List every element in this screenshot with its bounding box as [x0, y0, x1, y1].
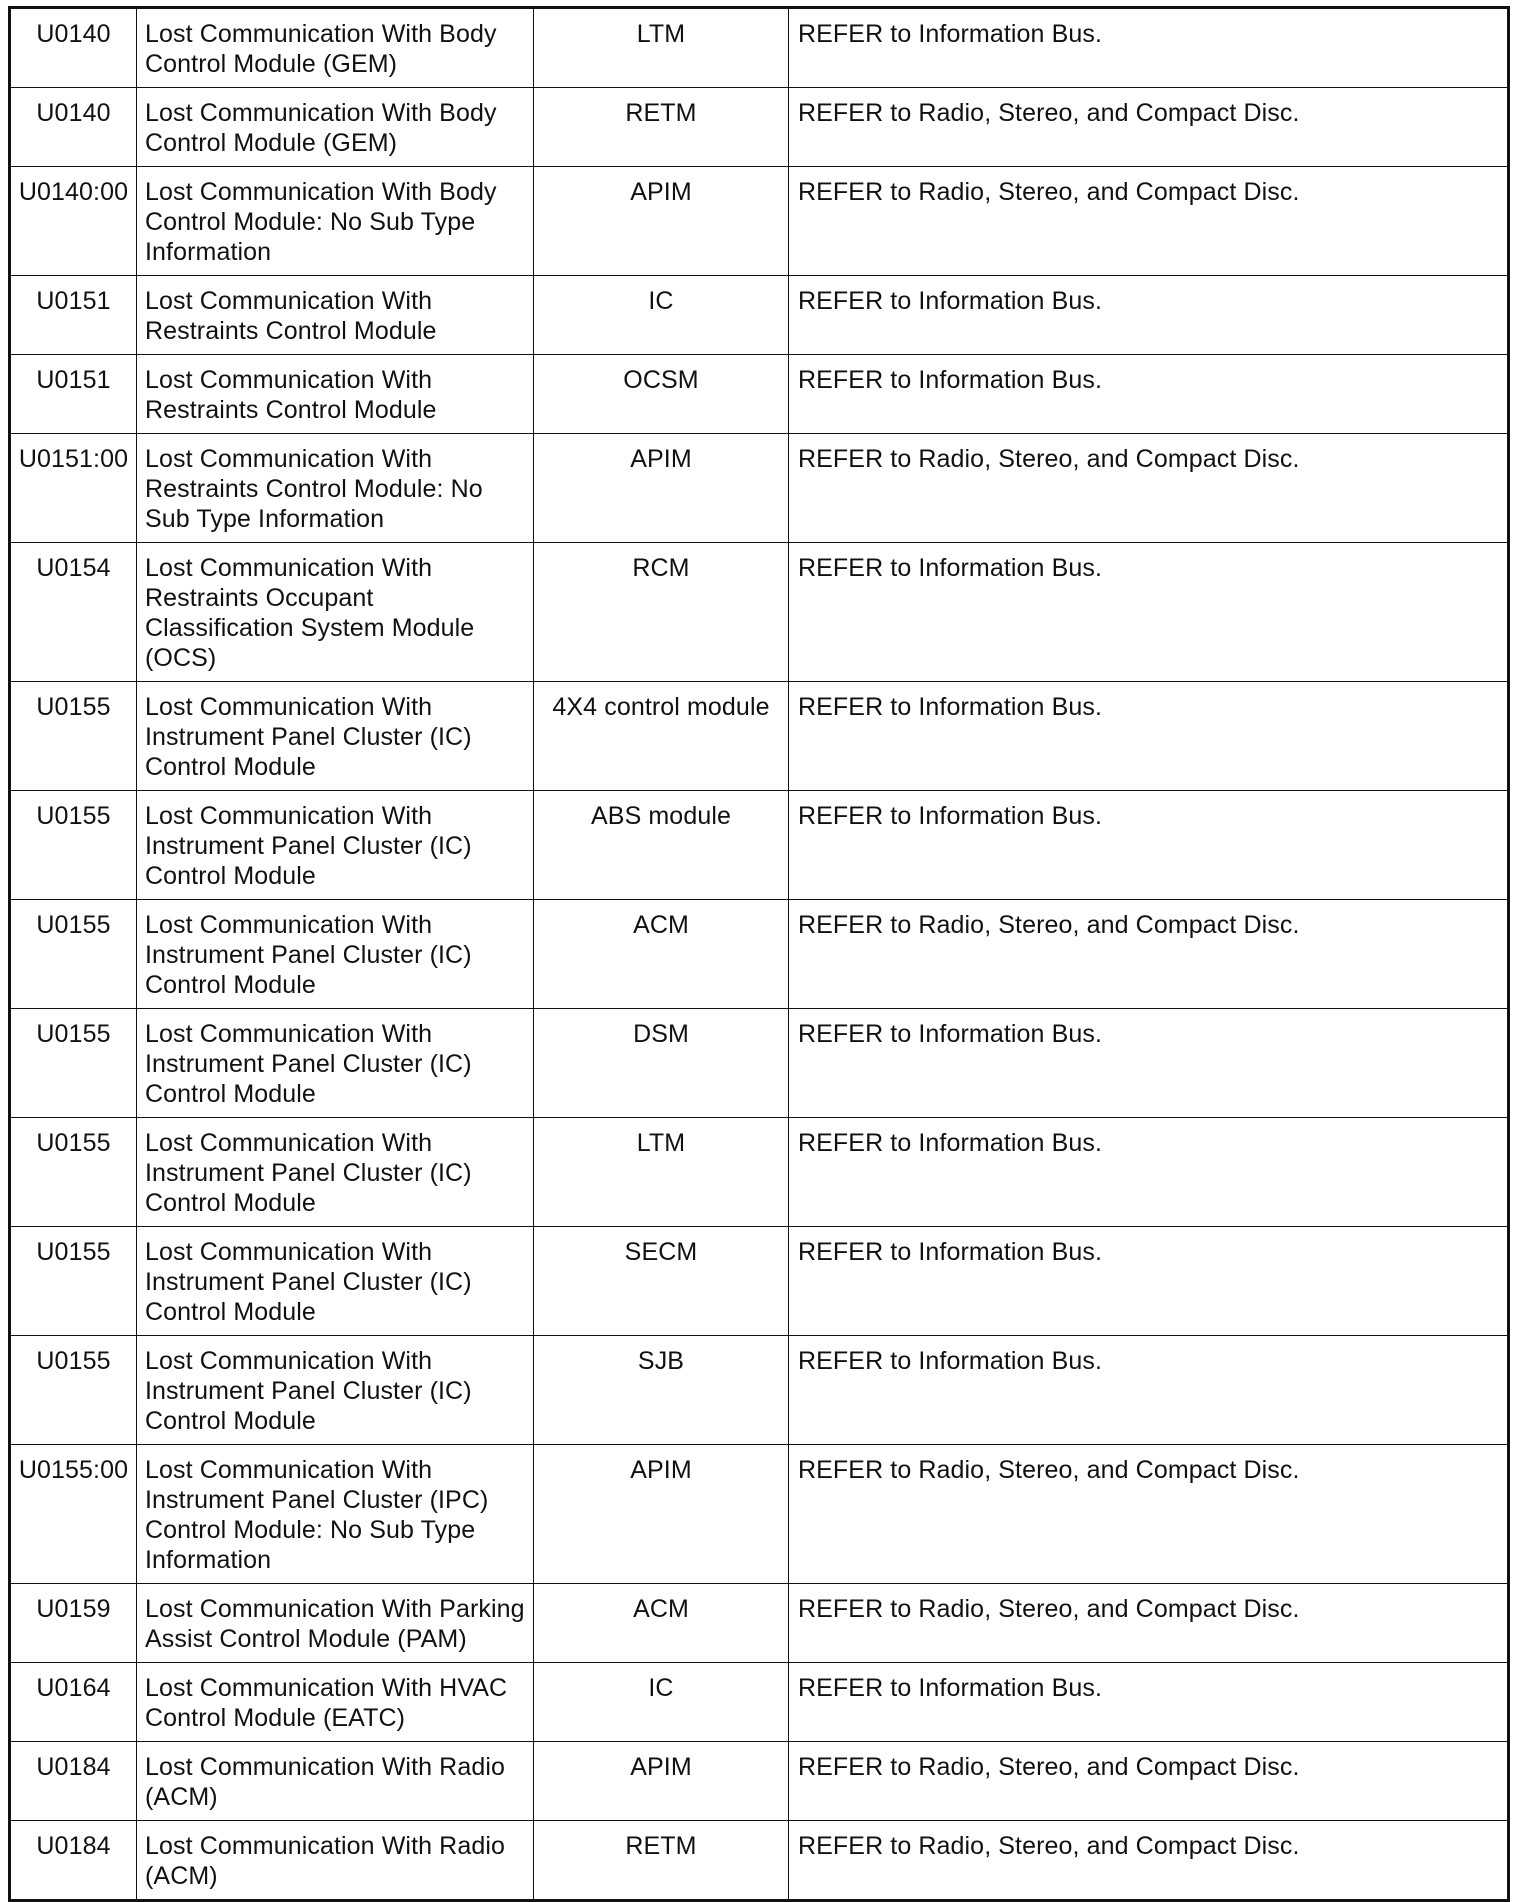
- dtc-module-cell: ABS module: [534, 791, 789, 900]
- dtc-module-cell: LTM: [534, 8, 789, 88]
- dtc-action-cell: REFER to Information Bus.: [789, 8, 1509, 88]
- table-row: [10, 1584, 1509, 1663]
- dtc-code-cell: U0184: [10, 1821, 137, 1901]
- dtc-action-cell: REFER to Radio, Stereo, and Compact Disc.: [789, 167, 1509, 276]
- dtc-action-cell: REFER to Information Bus.: [789, 791, 1509, 900]
- table-row: [10, 1663, 1509, 1742]
- dtc-module-cell: OCSM: [534, 355, 789, 434]
- dtc-description-cell: Lost Communication With Instrument Panel Cluster (IC) Control Module: [137, 791, 534, 900]
- dtc-module-cell: APIM: [534, 434, 789, 543]
- dtc-action-cell: REFER to Information Bus.: [789, 1336, 1509, 1445]
- dtc-code-cell: U0155: [10, 1118, 137, 1227]
- table-row: [10, 682, 1509, 791]
- dtc-table: [8, 6, 1510, 1902]
- dtc-code-cell: U0155: [10, 682, 137, 791]
- table-row: [10, 88, 1509, 167]
- dtc-module-cell: RCM: [534, 543, 789, 682]
- dtc-module-cell: IC: [534, 276, 789, 355]
- dtc-description-cell: Lost Communication With Body Control Module (GEM): [137, 8, 534, 88]
- dtc-code-cell: U0184: [10, 1742, 137, 1821]
- table-row: [10, 900, 1509, 1009]
- dtc-description-cell: Lost Communication With Instrument Panel Cluster (IC) Control Module: [137, 1336, 534, 1445]
- dtc-description-cell: Lost Communication With Instrument Panel Cluster (IC) Control Module: [137, 1009, 534, 1118]
- dtc-action-cell: REFER to Radio, Stereo, and Compact Disc.: [789, 88, 1509, 167]
- dtc-module-cell: 4X4 control module: [534, 682, 789, 791]
- dtc-action-cell: REFER to Information Bus.: [789, 543, 1509, 682]
- dtc-code-cell: U0155: [10, 1227, 137, 1336]
- dtc-code-cell: U0155: [10, 1009, 137, 1118]
- dtc-module-cell: IC: [534, 1663, 789, 1742]
- table-row: [10, 1336, 1509, 1445]
- table-row: [10, 1118, 1509, 1227]
- dtc-code-cell: U0151: [10, 276, 137, 355]
- dtc-code-cell: U0164: [10, 1663, 137, 1742]
- dtc-code-cell: U0155: [10, 1336, 137, 1445]
- dtc-code-cell: U0151:00: [10, 434, 137, 543]
- dtc-module-cell: DSM: [534, 1009, 789, 1118]
- table-row: [10, 543, 1509, 682]
- dtc-table-body: [10, 8, 1509, 1901]
- table-row: [10, 1742, 1509, 1821]
- dtc-description-cell: Lost Communication With Body Control Module: No Sub Type Information: [137, 167, 534, 276]
- table-row: [10, 1227, 1509, 1336]
- dtc-description-cell: Lost Communication With Instrument Panel Cluster (IC) Control Module: [137, 1227, 534, 1336]
- dtc-description-cell: Lost Communication With Restraints Occupant Classification System Module (OCS): [137, 543, 534, 682]
- dtc-module-cell: RETM: [534, 88, 789, 167]
- dtc-action-cell: REFER to Information Bus.: [789, 682, 1509, 791]
- dtc-action-cell: REFER to Information Bus.: [789, 276, 1509, 355]
- dtc-code-cell: U0140: [10, 88, 137, 167]
- dtc-description-cell: Lost Communication With Restraints Control Module: No Sub Type Information: [137, 434, 534, 543]
- table-row: [10, 167, 1509, 276]
- dtc-action-cell: REFER to Information Bus.: [789, 1663, 1509, 1742]
- dtc-action-cell: REFER to Radio, Stereo, and Compact Disc.: [789, 1742, 1509, 1821]
- dtc-action-cell: REFER to Radio, Stereo, and Compact Disc.: [789, 434, 1509, 543]
- dtc-code-cell: U0159: [10, 1584, 137, 1663]
- dtc-description-cell: Lost Communication With Radio (ACM): [137, 1742, 534, 1821]
- dtc-description-cell: Lost Communication With HVAC Control Module (EATC): [137, 1663, 534, 1742]
- dtc-description-cell: Lost Communication With Instrument Panel Cluster (IPC) Control Module: No Sub Type Information: [137, 1445, 534, 1584]
- dtc-description-cell: Lost Communication With Parking Assist Control Module (PAM): [137, 1584, 534, 1663]
- dtc-action-cell: REFER to Information Bus.: [789, 1227, 1509, 1336]
- table-row: [10, 276, 1509, 355]
- table-row: [10, 1821, 1509, 1901]
- dtc-action-cell: REFER to Radio, Stereo, and Compact Disc.: [789, 1445, 1509, 1584]
- dtc-code-cell: U0155: [10, 791, 137, 900]
- dtc-action-cell: REFER to Radio, Stereo, and Compact Disc.: [789, 900, 1509, 1009]
- table-row: [10, 1009, 1509, 1118]
- dtc-code-cell: U0155:00: [10, 1445, 137, 1584]
- dtc-module-cell: APIM: [534, 167, 789, 276]
- dtc-description-cell: Lost Communication With Body Control Module (GEM): [137, 88, 534, 167]
- table-row: [10, 355, 1509, 434]
- dtc-description-cell: Lost Communication With Instrument Panel Cluster (IC) Control Module: [137, 682, 534, 791]
- dtc-module-cell: LTM: [534, 1118, 789, 1227]
- dtc-description-cell: Lost Communication With Restraints Control Module: [137, 355, 534, 434]
- dtc-action-cell: REFER to Radio, Stereo, and Compact Disc.: [789, 1584, 1509, 1663]
- dtc-code-cell: U0140:00: [10, 167, 137, 276]
- dtc-description-cell: Lost Communication With Restraints Control Module: [137, 276, 534, 355]
- dtc-module-cell: ACM: [534, 1584, 789, 1663]
- table-row: [10, 1445, 1509, 1584]
- dtc-module-cell: APIM: [534, 1445, 789, 1584]
- dtc-action-cell: REFER to Information Bus.: [789, 1118, 1509, 1227]
- dtc-code-cell: U0140: [10, 8, 137, 88]
- table-row: [10, 434, 1509, 543]
- dtc-description-cell: Lost Communication With Radio (ACM): [137, 1821, 534, 1901]
- dtc-description-cell: Lost Communication With Instrument Panel Cluster (IC) Control Module: [137, 900, 534, 1009]
- dtc-action-cell: REFER to Information Bus.: [789, 355, 1509, 434]
- dtc-code-cell: U0154: [10, 543, 137, 682]
- dtc-module-cell: RETM: [534, 1821, 789, 1901]
- dtc-module-cell: SECM: [534, 1227, 789, 1336]
- dtc-action-cell: REFER to Radio, Stereo, and Compact Disc.: [789, 1821, 1509, 1901]
- dtc-module-cell: SJB: [534, 1336, 789, 1445]
- table-row: [10, 8, 1509, 88]
- dtc-code-cell: U0151: [10, 355, 137, 434]
- dtc-module-cell: ACM: [534, 900, 789, 1009]
- table-row: [10, 791, 1509, 900]
- dtc-code-cell: U0155: [10, 900, 137, 1009]
- dtc-description-cell: Lost Communication With Instrument Panel Cluster (IC) Control Module: [137, 1118, 534, 1227]
- dtc-module-cell: APIM: [534, 1742, 789, 1821]
- dtc-action-cell: REFER to Information Bus.: [789, 1009, 1509, 1118]
